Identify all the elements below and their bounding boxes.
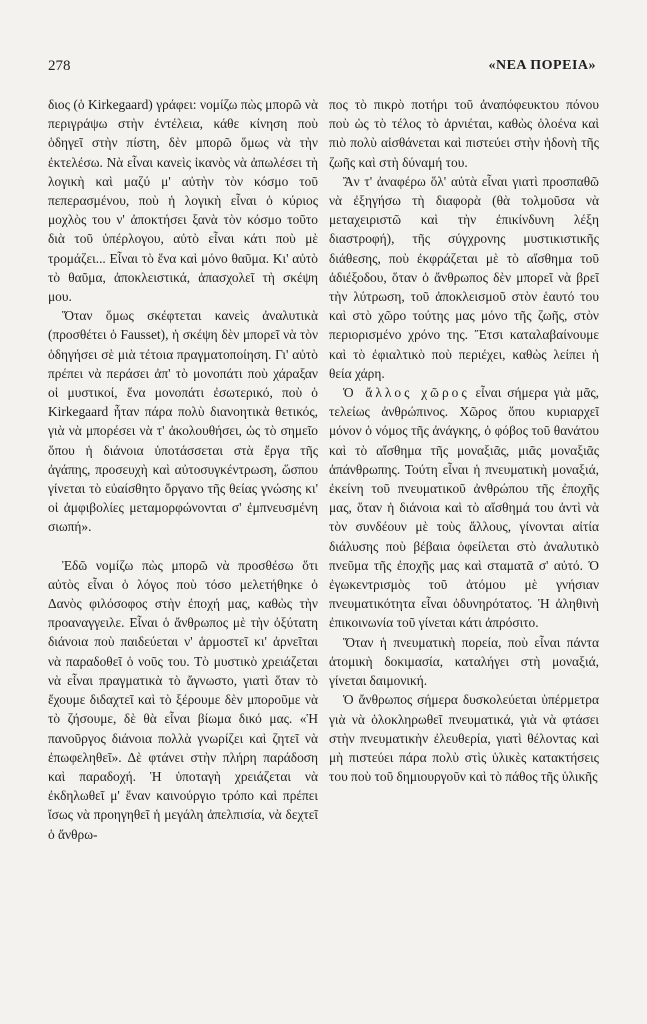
paragraph: Ἂν τ' ἀναφέρω ὅλ' αὐτὰ εἶναι γιατὶ προσπαθῶ νὰ ἐξηγήσω τὴ διαφορὰ (θὰ τολμοῦσα νὰ μεταχειριστῶ καὶ τὴν ἐπικίνδυνη λέξη διαστροφή), τῆς σύγχρονης μυστικιστικῆς διάθεσης, ποὺ ἐκφράζεται μὲ τὸ αἴσθημα τοῦ ἀδιέξοδου, ὅταν ὁ ἄνθρωπος δὲν μπορεῖ νὰ βρεῖ τὴν λύτρωση, τοῦ ἀποκλεισμοῦ στὸν ἑαυτό του καὶ στὸ χῶρο τούτης μας μόνο τῆς ζωῆς, στὸν περιορισμένο χρόνο της. Ἔτσι καταλαβαίνουμε καὶ τὸ ἐφιαλτικὸ ποὺ περιέχει, καθὼς λείπει ἡ θεία χάρη. (329, 173, 599, 381)
page-header (48, 58, 596, 80)
running-title: «ΝΕΑ ΠΟΡΕΙΑ» (488, 58, 596, 73)
paragraph: Ὅταν ὅμως σκέφτεται κανεὶς ἀναλυτικὰ (προσθέτει ὁ Fausset), ἡ σκέψη δὲν μπορεῖ νὰ τὸν ὁδηγήσει σὲ μιὰ τέτοια πραγματοποίηση. Γι' αὐτὸ πρέπει νὰ περάσει ἀπ' τὸ μονοπάτι ποὺ χάραξαν οἱ μυστικοί, ἕνα μονοπάτι ἐσωτερικό, ποὺ ὁ Kirkegaard ἦταν πάρα πολὺ διανοητικὰ θετικός, γιὰ νὰ μπορέσει νὰ τ' ἀκολουθήσει, ὡς τὸ σημεῖο ὅπου ἡ διάνοια ὑποτάσσεται στὰ ἔργα τῆς ἀγάπης, προσευχὴ καὶ αὐτοσυγκέντρωση, ὥσπου γίνεται τὸ εὐαίσθητο ὄργανο τῆς θείας γνώσης κι' οἱ ἀμφιβολίες μεταμορφώνονται σ' ἐμπνευσμένη σιωπή». (48, 308, 318, 535)
paragraph: πος τὸ πικρὸ ποτήρι τοῦ ἀναπόφευκτου πόνου ποὺ ὡς τὸ τέλος τὸ ἀρνιέται, καθὼς ὁλοένα καὶ πιὸ πολὺ αἰσθάνεται καὶ πιστεύει στὴν ἡδονὴ τῆς ζωῆς καὶ στὴ δύναμή του. (329, 97, 599, 170)
paragraph: Ὁ ἄνθρωπος σήμερα δυσκολεύεται ὑπέρμετρα γιὰ νὰ ὁλοκληρωθεῖ πνευματικά, γιὰ νὰ φτάσει στὴν πνευματικὴν ἐλευθερία, γιατὶ θέλοντας καὶ μὴ πιστεύει πάρα πολὺ στὶς ὑλικὲς κατακτήσεις του ποὺ τοῦ δημιουργοῦν καὶ τὸ πάθος τῆς ὑλικῆς (329, 692, 599, 785)
page-number: 278 (48, 58, 71, 74)
paragraph: διος (ὁ Kirkegaard) γράφει: νομίζω πὼς μπορῶ νὰ περιγράψω στὴν ἐντέλεια, κάθε κίνηση ποὺ ὁδηγεῖ στὴν πίστη, δὲν μπορῶ ὅμως νὰ τὴν ἐκτελέσω. Νὰ εἶναι κανεὶς ἱκανὸς νὰ ἀπωλέσει τὴ λογικὴ καὶ μαζύ μ' αὐτὴν τὸν κόσμο τοῦ πεπερασμένου, ποὺ ἡ λογικὴ εἶναι ὁ κύριος μοχλὸς του ν' ἀποκτήσει ξανὰ τὸν κόσμο τοῦτο διὰ τοῦ ὑπέρλογου, αὐτὸ εἶναι κάτι ποὺ μὲ τρομάζει... Εἶναι τὸ ἕνα καὶ μόνο θαῦμα. Κι' αὐτὸ τὸ θαῦμα, ἀποκλειστικά, ἀπασχολεῖ τὴ σκέψη μου. (48, 97, 318, 305)
right-column (329, 95, 599, 786)
paragraph: Ἐδῶ νομίζω πὼς μπορῶ νὰ προσθέσω ὅτι αὐτὸς εἶναι ὁ λόγος ποὺ τόσο μελετήθηκε ὁ Δανὸς φιλόσοφος στὴν ἐποχή μας, καθὼς τὴν προαναγγειλε. Εἶναι ὁ ἄνθρωπος μὲ τὴν ὀξύτατη διάνοια ποὺ παιδεύεται ν' ἁρμοστεῖ κι' ἀρνεῖται νὰ παραδοθεῖ ὁ νοῦς του. Τὸ μυστικὸ χρειάζεται νὰ εἶναι πραγματικὰ τὸ ἄγνωστο, γιατὶ ὅταν τὸ ἔχουμε διδαχτεῖ καὶ τὸ ξέρουμε δὲν μποροῦμε νὰ τὸ ζήσουμε, δὲ θὰ εἶναι βίωμα δικό μας. «Ἡ πανοῦργος διάνοια πολλὰ γνωρίζει καὶ ζητεῖ νὰ ἐπωφεληθεῖ». Δὲ φτάνει στὴν πλήρη παράδοση καὶ παραδοχή. Ἡ ὑποταγὴ χρειάζεται νὰ ἐκδηλωθεῖ μ' ἕναν καινούργιο τρόπο καὶ πρέπει ἴσως νὰ προηγηθεῖ ἡ μεγάλη ἀπελπισία, νὰ δεχτεῖ ὁ ἄνθρω- (48, 557, 318, 842)
paragraph: Ὅταν ἡ πνευματικὴ πορεία, ποὺ εἶναι πάντα ἀτομικὴ δοκιμασία, καταλήγει στὴ μοναξιά, γίνεται δαιμονική. (329, 634, 599, 689)
left-column (48, 95, 318, 844)
paragraph-text: εἶναι σήμερα γιὰ μᾶς, τελείως ἀνθρώπινος. Χῶρος ὅπου κυριαρχεῖ μόνον ὁ νόμος τῆς ἀνάγκης, ὁ φόβος τοῦ θανάτου καὶ τὸ αἴσθημα τῆς μοναξιᾶς, μιᾶς μοναξιᾶς ἀπάνθρωπης. Τούτη εἶναι ἡ πνευματικὴ μοναξιά, ἐκείνη τοῦ πνευματικοῦ ἀνθρώπου τῆς ἐποχῆς μας, ὅταν ἡ διάνοια καὶ τὸ αἴσθημά του ἀντὶ νὰ τὸν συνδέουν μὲ τοὺς ἄλλους, γίνονται αἰτία διάλυσης ποὺ βέβαια ὀφείλεται στὸ ἀναλυτικὸ πνεῦμα τῆς ἐποχῆς μας καὶ σταματᾶ σ' αὐτό. Ὁ ἐγωκεντρισμὸς τοῦ ἀτόμου μὲ γνήσιαν πνευματικότητα εἶναι ὀδυνηρότατος. Ἡ ἀληθινὴ ἐπικοινωνία τοῦ γίνεται κάτι ἀπρόσιτο. (329, 385, 599, 631)
paragraph (329, 383, 599, 633)
spaced-phrase: Ὁ ἄλλος χῶρος (343, 385, 470, 401)
